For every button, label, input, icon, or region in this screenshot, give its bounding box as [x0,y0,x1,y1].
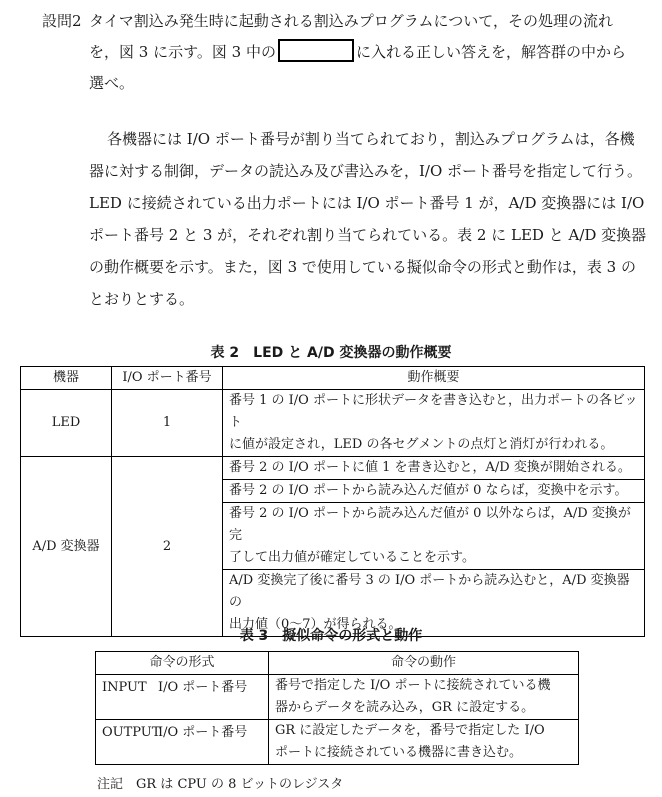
table2-row-adc-2a [21,457,645,480]
table2-desc-led-line-1: 番号 1 の I/O ポートに形状データを書き込むと，出力ポートの各ビット [229,393,638,430]
table3-op-input: INPUT [102,680,147,695]
table3-row-input [96,675,579,720]
table3-action-input [269,675,579,720]
table2-desc-adc-2c-line-1: 番号 2 の I/O ポートから読み込んだ値が 0 以外ならば，A/D 変換が完 [229,506,631,543]
table2-device-adc: A/D 変換器 [21,457,112,637]
table3 [95,651,579,765]
table2-desc-adc-2b: 番号 2 の I/O ポートから読み込んだ値が 0 ならば，変換中を示す。 [223,480,645,503]
table3-action-output-line-2: ポートに接続されている機器に書き込む。 [275,745,523,760]
table3-action-output-line-1: GR に設定したデータを，番号で指定した I/O [275,723,545,738]
table2-header-row [21,367,645,390]
table2 [20,366,645,637]
table3-note: 注記 GR は CPU の 8 ビットのレジスタ [97,777,344,792]
table3-arg-output: I/O ポート番号 [158,725,248,740]
table2-desc-led-line-2: に値が設定され，LED の各セグメントの点灯と消灯が行われる。 [229,437,614,452]
question-line-3: 選べ。 [89,74,135,92]
table2-port-adc-2: 2 [112,457,223,637]
table2-desc-adc-2c [223,503,645,570]
table3-header-action: 命令の動作 [269,652,579,675]
table2-header-device: 機器 [21,367,112,390]
answer-blank-box[interactable] [278,39,354,62]
table3-op-output: OUTPUT [102,725,161,740]
paragraph-line-1: 各機器には I/O ポート番号が割り当てられており，割込みプログラムは，各機 [107,130,635,148]
question-line-2-after: に入れる正しい答えを，解答群の中から [355,43,626,61]
paragraph-line-2: 器に対する制御，データの読込み及び書込みを，I/O ポート番号を指定して行う。 [89,162,643,180]
table2-desc-adc-2c-line-2: 了して出力値が確定していることを示す。 [229,550,475,565]
table3-arg-input: I/O ポート番号 [158,680,248,695]
question-line-1: タイマ割込み発生時に起動される割込みプログラムについて，その処理の流れ [89,12,613,30]
table3-format-output [96,720,269,765]
paragraph-line-4: ポート番号 2 と 3 が，それぞれ割り当てられている。表 2 に LED と A/D 変換器 [89,226,647,244]
table3-header-row [96,652,579,675]
paragraph-line-5: の動作概要を示す。また，図 3 で使用している擬似命令の形式と動作は，表 3 の [89,258,636,276]
table2-desc-adc-3-line-2: 出力値（0〜7）が得られる。 [229,617,402,632]
question-label: 設問2 [42,12,82,30]
table3-header-format: 命令の形式 [96,652,269,675]
table2-device-led: LED [21,390,112,457]
table2-header-port: I/O ポート番号 [112,367,223,390]
paragraph-line-3: LED に接続されている出力ポートには I/O ポート番号 1 が，A/D 変換器には I/O [89,194,645,212]
table3-action-input-line-2: 器からデータを読み込み，GR に設定する。 [275,700,535,715]
table2-caption: 表 2 LED と A/D 変換器の動作概要 [210,345,452,361]
table2-port-led: 1 [112,390,223,457]
table2-desc-led [223,390,645,457]
table2-header-desc: 動作概要 [223,367,645,390]
table2-row-led [21,390,645,457]
table2-desc-adc-2a: 番号 2 の I/O ポートに値 1 を書き込むと，A/D 変換が開始される。 [223,457,645,480]
table3-action-output [269,720,579,765]
table3-format-input [96,675,269,720]
table3-row-output [96,720,579,765]
paragraph-line-6: とおりとする。 [89,290,195,308]
question-line-2 [89,37,626,68]
table2-desc-adc-3-line-1: A/D 変換完了後に番号 3 の I/O ポートから読み込むと，A/D 変換器の [229,573,630,610]
question-line-2-before: を，図 3 に示す。図 3 中の [89,43,276,61]
table3-caption: 表 3 擬似命令の形式と動作 [239,628,423,644]
table3-action-input-line-1: 番号で指定した I/O ポートに接続されている機 [275,678,551,693]
